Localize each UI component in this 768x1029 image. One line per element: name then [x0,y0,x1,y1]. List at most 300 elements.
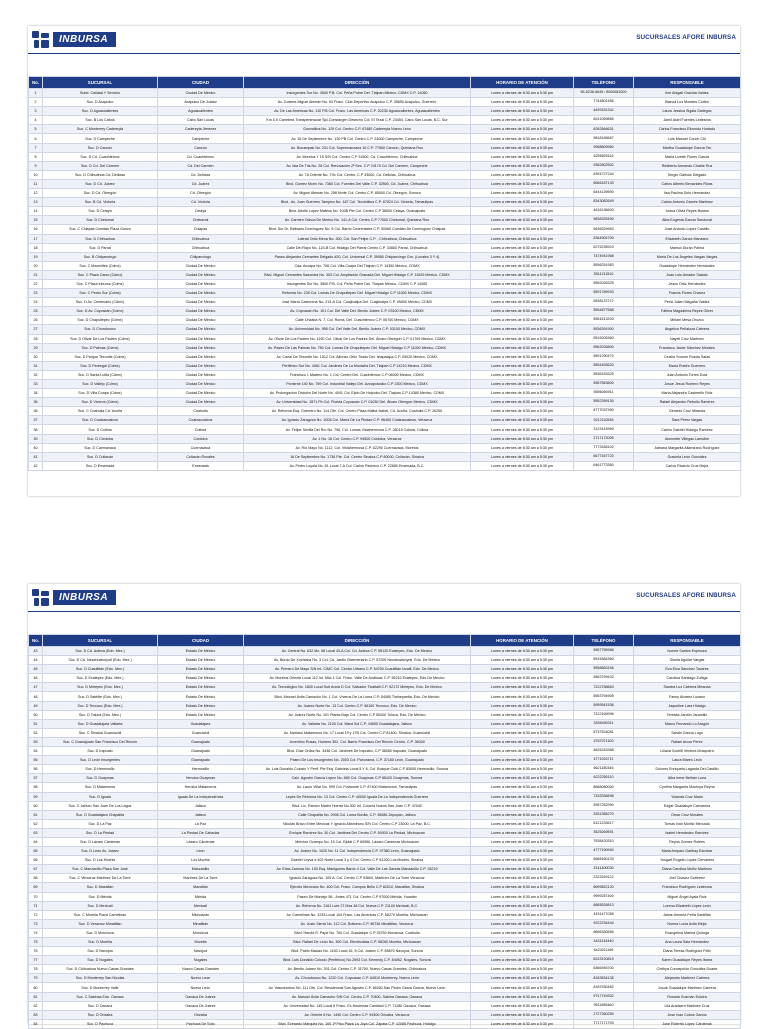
cell-address: José María Castorena No. 213-A Col. Cuajimalpa Del. Cuajimalpa C.P. 05000 Mexico, CDMX [244,298,471,307]
cell-manager: Omar Cruz Morales [634,810,741,819]
cell-no: 72 [29,910,43,919]
cell-address: Blvd. Díaz Ordaz No. 3436 Col. Jardines De Irapuato, C.P 36660 Irapuato, Guanajuato [244,747,471,756]
cell-no: 47 [29,683,43,692]
cell-phone: 6313120819 [574,956,634,965]
cell-city: Guanajuato [158,747,244,756]
cell-city: Ensenada [158,461,244,470]
table-row [29,692,741,701]
cell-branch: Suc. D Los Mochis [43,856,158,865]
table-row [29,701,741,710]
cell-hours: Lunes a viernes de 8:30 am a 5:30 pm [471,1001,574,1010]
cell-no: 4 [29,116,43,125]
cell-manager: Joel Chavez Gutierrez [634,874,741,883]
cell-address: Av. Pedro Loyola No. 61 Local 7-A Col. Carlos Pacheco C.P. 22880 Ensenada, B.C. [244,461,471,470]
cell-address: Nicolás Bravo Entre Mexicas Y Ignacio Altamirano S/N Col. Centro C.P 23000, La Paz, B.C. [244,819,471,828]
table-row [29,674,741,683]
cell-no: 34 [29,389,43,398]
cell-address: Francisco I. Madero No. 1 Col. Centro Del. Cuauhtémoc C.P 06000 Mexico, CDMX [244,370,471,379]
table-row [29,243,741,252]
cell-manager: Eva Elva Sánchez Tavares [634,665,741,674]
table-row [29,189,741,198]
cell-manager: Teresita Jardón Jaramillo [634,710,741,719]
cell-phone: 6566187133 [574,179,634,188]
col-header-hours: HORARIO DE ATENCIÓN [471,77,574,89]
cell-phone: 6255825116 [574,152,634,161]
cell-no: 37 [29,416,43,425]
cell-branch: Suc. D Oaxaca [43,1001,158,1010]
cell-city: Cuernavaca [158,443,244,452]
cell-phone: 3331365270 [574,810,634,819]
cell-address: Insurgentes Sur No. 3500 P.B. Col. Peña Pobre Del. Tlalpan México, CDMX C.P. 14060 [244,89,471,98]
cell-manager: Juan Luis Amador Salado [634,270,741,279]
cell-phone: 6275235923 [574,243,634,252]
cell-manager: Jesus Ortiz Hernández [634,279,741,288]
cell-hours: Lunes a viernes de 8:30 am a 5:30 pm [471,756,574,765]
cell-branch: Suc. D Colima [43,425,158,434]
cell-city: Lázaro Cárdenas [158,837,244,846]
cell-no: 51 [29,719,43,728]
cell-hours: Lunes a viernes de 8:30 am a 5:30 pm [471,710,574,719]
cell-manager: Ana Laura Sala Hernández [634,938,741,947]
cell-manager: Tomas Iván Murillo Mercado [634,819,741,828]
cell-city: Guanajuato [158,756,244,765]
cell-manager: Francisco Rodríguez Ledesma [634,883,741,892]
cell-no: 30 [29,352,43,361]
cell-no: 78 [29,965,43,974]
cell-address: Av. Juárez No. 1020 No. 11 Col. Independencia C.P. 37380 León, Guanajuato [244,847,471,856]
cell-phone: 6865526813 [574,901,634,910]
cell-city: Córdoba [158,434,244,443]
cell-phone: 6121233617 [574,819,634,828]
cell-city: Ciudad De México [158,289,244,298]
cell-address: Av. Vasconcelos No. 111 Ote. Col. Residencial San Agustín C.P. 66260 San Pedro Garza García, Nuevo León [244,983,471,992]
cell-branch: Suc. D León Av. Juárez [43,847,158,856]
cell-phone: 4499151342 [574,107,634,116]
cell-branch: Suc. D Parral [43,243,158,252]
cell-hours: Lunes a viernes de 8:30 am a 5:30 pm [471,901,574,910]
cell-hours: Lunes a viernes de 8:30 am a 5:30 pm [471,252,574,261]
cell-branch: Suc. C Monterrey Cadereyta [43,125,158,134]
cell-phone: 7744801456 [574,98,634,107]
cell-address: Av. Canal De Tezontle No. 1512 Col. Alfonso Ortiz Tirado Del. Iztapalapa C.P. 09020 Mexico, CDMX [244,352,471,361]
cell-branch: Suc. D Toluca (Edo. Mex.) [43,710,158,719]
cell-manager: Gisela Aguilar Vargas [634,656,741,665]
cell-hours: Lunes a viernes de 8:30 am a 5:30 pm [471,370,574,379]
cell-manager: Lorena Elizabeth López León [634,901,741,910]
cell-phone: 9222234444 [574,919,634,928]
cell-no: 43 [29,647,43,656]
table-row [29,910,741,919]
cell-branch: Suc. D La Paz [43,819,158,828]
cell-city: Cd. Victoria [158,198,244,207]
cell-address: Blvd. Sur Dr. Belisario Domínguez No. 8 Col. Barrio Cedrentales C.P. 30060 Comitán De Domínguez Chiapas [244,225,471,234]
cell-branch: Suc. D Hermosillo [43,765,158,774]
table-header-row [29,635,741,647]
cell-branch: Suc. D Irapuato [43,747,158,756]
cell-phone: 7333336698 [574,792,634,801]
cell-no: 19 [29,252,43,261]
cell-branch: Suc. D Cd. Juárez [43,179,158,188]
table-row [29,279,741,288]
cell-no: 52 [29,728,43,737]
cell-phone: 9212110536 [574,416,634,425]
cell-phone: 6688160133 [574,856,634,865]
cell-manager: Jaime Armeria Peña Santillán [634,910,741,919]
cell-branch: Suc. C Pedro Sur (Cdmx) [43,289,158,298]
cell-address: Gabriel Leyva # 403 Norte Local 3 y 4 Col. Centro C.P 81200 Los Mochis, Sinaloa [244,856,471,865]
cell-branch: Suc. D Satélite (Edo. Mex.) [43,692,158,701]
cell-city: Ciudad De México [158,398,244,407]
cell-manager: Ivonne Santos Espinoza [634,647,741,656]
cell-manager: Cynthia Margarita Montoya Reyna [634,783,741,792]
cell-hours: Lunes a viernes de 8:30 am a 5:30 pm [471,134,574,143]
cell-address: Av. Reforma No. 1161 Lote 27 Mza 48 Col. Nueva C.P. 21100 Mexicali, B.C. [244,901,471,910]
cell-hours: Lunes a viernes de 8:30 am a 5:30 pm [471,352,574,361]
cell-address: Leyes De Reforma No. 13 Col. Centro C.P. 40000 Iguala De La Independencia Guerrero [244,792,471,801]
cell-manager: Evangelina Marina Quiroga [634,928,741,937]
cell-city: Cd. Cuauhtémoc [158,152,244,161]
cell-hours: Lunes a viernes de 8:30 am a 5:30 pm [471,443,574,452]
cell-no: 1 [29,89,43,98]
cell-hours: Lunes a viernes de 8:30 am a 5:30 pm [471,983,574,992]
cell-city: Michoacán [158,910,244,919]
cell-manager: Martha Guadalupe García Tec [634,143,741,152]
cell-phone: 6699822120 [574,883,634,892]
cell-manager: Sara Pérez Vargas [634,416,741,425]
cell-no: 76 [29,947,43,956]
cell-hours: Lunes a viernes de 8:30 am a 5:30 pm [471,801,574,810]
col-header-phone: TELÉFONO [574,77,634,89]
cell-manager: Angelica Peñaloza Cabrera [634,325,741,334]
cell-address: Blvd. Harold R. Pape No. 700 Col. Guadalupe C.P 25750 Monclova, Coahuila [244,928,471,937]
table-row [29,343,741,352]
cell-branch: Suc. D Mazatlán [43,883,158,892]
cell-manager: Rafael Arcos Pérez [634,737,741,746]
cell-manager: Carlos Antonio Garcés Martínez [634,198,741,207]
cell-branch: Suc. D Veracruz Minatitlán [43,919,158,928]
cell-address: Av. Morelos Y 15 S/N Col. Centro C.P 31500, Cd. Cuauhtémoc, Chihuahua [244,152,471,161]
cell-city: Morelia [158,938,244,947]
cell-manager: Yosgart Rogelio López Cervantes [634,856,741,865]
cell-city: Ciudad De México [158,334,244,343]
cell-address: Av. Primero De Mayo S/N Int. CIMC Col. Centro Urbano C.P. 54700 Cuautitlán Izcalli, Edo. De Mexico [244,665,471,674]
cell-branch: Suc. D Guadalajara Vallarta [43,719,158,728]
cell-phone: 8343082649 [574,198,634,207]
cell-address: Blvd. Adolfo López Mateos No. 100B Pte Col. Centro C.P 38000 Celaya, Guanajuato [244,207,471,216]
cell-address: Gonzalitos No. 129 Col. Centro C.P. 67480 Cadereyta Nuevo León [244,125,471,134]
cell-city: Colima [158,425,244,434]
cell-branch: Suc. D Aguascalientes [43,107,158,116]
cell-phone: 6737524081 [574,728,634,737]
cell-branch: Suc. B Cd. Victoria [43,198,158,207]
cell-city: Ciudad De México [158,370,244,379]
table-row [29,425,741,434]
cell-hours: Lunes a viernes de 8:30 am a 5:30 pm [471,919,574,928]
cell-branch: Suc. C Plaza Carso (Cdmx) [43,270,158,279]
cell-city: Coahuila [158,407,244,416]
cell-branch: Suc. D Ensenada [43,461,158,470]
cell-city: Ciudad De México [158,325,244,334]
cell-no: 75 [29,938,43,947]
cell-branch: Suc. D Texcoco (Edo. Mex.) [43,701,158,710]
table-row [29,134,741,143]
cell-city: Martínez De La Torre [158,874,244,883]
cell-address: Av. Prolongación División Del Norte No. 4041 Col. Ejido De Huipulco Del. Tlalpan C.P 14380 Mexico, CDMX [244,389,471,398]
table-row [29,901,741,910]
cell-city: Chiapas [158,225,244,234]
cell-manager: Carlos Gabriel Hidalgo Ramírez [634,425,741,434]
table-row [29,710,741,719]
cell-city: Ciudad De México [158,298,244,307]
cell-no: 5 [29,125,43,134]
cell-manager: Itxe Abigail Gracida Valdes [634,89,741,98]
cell-branch: Suc. D Lázaro Cárdenas [43,837,158,846]
cell-address: Av. De Las Americas No. 110 P.B Col. Fracc. Las Americas C.P. 20230 Aguascalientes, Aguascalientes [244,107,471,116]
cell-hours: Lunes a viernes de 8:30 am a 5:30 pm [471,361,574,370]
cell-no: 15 [29,216,43,225]
cell-city: Culiacán Rosales [158,452,244,461]
cell-hours: Lunes a viernes de 8:30 am a 5:30 pm [471,270,574,279]
col-header-city: CIUDAD [158,77,244,89]
cell-city: Oaxaca De Juárez [158,1001,244,1010]
cell-manager: Cinthya Concepción González Duarte [634,965,741,974]
cell-manager: Sarahi García Lugo [634,728,741,737]
cell-address: Av. Elías Zamora No. 153 Esq. Manigueos Barrio II Col. Valle De Las Garzas Manzanillo C.P. 28219 [244,865,471,874]
cell-city: Estado De México [158,692,244,701]
table-row [29,801,741,810]
cell-address: Blvd. Gomez Morín No. 7380 Col. Fuentes Del Valle C.P. 32500, Cd. Juárez, Chihuahua [244,179,471,188]
cell-manager: Gerardo Cruz Miranda [634,407,741,416]
cell-hours: Lunes a viernes de 8:30 am a 5:30 pm [471,847,574,856]
cell-address: 16 De Septiembre No. 1736 Pte. Col. Centro Sinaloa C.P 80000, Culiacán, Sinaloa [244,452,471,461]
cell-city: Cadereyta Jimenez [158,125,244,134]
cell-manager: Lila Aradsent Martínez Cruz [634,1001,741,1010]
cell-address: Calle Del Rayo No. 124-B Col. Hidalgo Del Parral Centro C.P. 33800 Parral, Chihuahua [244,243,471,252]
cell-city: Coatzacoalcos [158,416,244,425]
cell-city: Manzanillo [158,865,244,874]
table-row [29,416,741,425]
cell-address: Av. Coyoacan No. 101 Col. Del Valle Del. Benito Juárez C.P. 03100 Mexico, CDMX [244,307,471,316]
cell-address: Av. Universidad No. 1571 Pb Col. Florida Coyoacan C.P. 01030 Del. Álvaro Obregon Mexico, CDMX [244,398,471,407]
table-row [29,225,741,234]
cell-no: 79 [29,974,43,983]
cell-phone: 3957252990 [574,801,634,810]
cell-city: Ciudad De México [158,352,244,361]
cell-hours: Lunes a viernes de 8:30 am a 5:30 pm [471,334,574,343]
col-header-branch: SUCURSAL [43,77,158,89]
cell-no: 14 [29,207,43,216]
cell-city: Chilpancingo [158,252,244,261]
cell-address: Blvd. Lic. Ramón Martín Huerta No.300 Int. Colonia Nueva San Juan C.P. 47040 [244,801,471,810]
cell-phone: 2717172005 [574,434,634,443]
cell-phone: 6366945700 [574,965,634,974]
cell-phone: 6364904700 [574,234,634,243]
table-row [29,170,741,179]
cell-phone: 4771024711 [574,756,634,765]
cell-hours: Lunes a viernes de 8:30 am a 5:30 pm [471,380,574,389]
cell-city: Oaxaca De Juárez [158,992,244,1001]
cell-hours: Lunes a viernes de 8:30 am a 5:30 pm [471,856,574,865]
cell-manager: Laura Jessica Sigala Gallegos [634,107,741,116]
cell-hours: Lunes a viernes de 8:30 am a 5:30 pm [471,647,574,656]
cell-branch: Suc. D Matamoros [43,783,158,792]
cell-hours: Lunes a viernes de 8:30 am a 5:30 pm [471,810,574,819]
cell-manager: Nayeli Cruz Martínez [634,334,741,343]
table-row [29,461,741,470]
cell-branch: Suc. D Palmas (Cdmx) [43,343,158,352]
table-row [29,98,741,107]
table-row [29,452,741,461]
table-row [29,792,741,801]
document-title: SUCURSALES AFORE INBURSA [636,34,736,41]
cell-city: Cd. Delicias [158,170,244,179]
cell-phone: 4626243388 [574,747,634,756]
cell-phone: 6394727244 [574,170,634,179]
col-header-phone: TELÉFONO [574,635,634,647]
table-row [29,928,741,937]
cell-no: 22 [29,279,43,288]
cell-city: Guamúchil [158,728,244,737]
table-row [29,398,741,407]
cell-phone: 5591290470 [574,352,634,361]
cell-phone: 7222169996 [574,710,634,719]
table-row [29,728,741,737]
cell-branch: Suc. D Cd. Del Carmen [43,161,158,170]
cell-branch: Suc. C Sinaloa Guamúchil [43,728,158,737]
cell-city: Estado De México [158,665,244,674]
table-row [29,938,741,947]
cell-branch: Suc. D Av. Centenario (Cdmx) [43,298,158,307]
cell-no: 44 [29,656,43,665]
table-row [29,125,741,134]
cell-phone: 8777037390 [574,407,634,416]
cell-no: 38 [29,425,43,434]
cell-no: 55 [29,756,43,765]
cell-hours: Lunes a viernes de 8:30 am a 5:30 pm [471,425,574,434]
cell-hours: Lunes a viernes de 8:30 am a 5:30 pm [471,170,574,179]
cell-no: 73 [29,919,43,928]
cell-city: Nuevo León [158,974,244,983]
cell-hours: Lunes a viernes de 8:30 am a 5:30 pm [471,910,574,919]
cell-address: Ignacio Zaragoza No. 109 A. Col. Centro C.P 93600, Martínez De La Torre Veracruz [244,874,471,883]
cell-city: Nuevo Casas Grandes [158,965,244,974]
cell-phone: 5554877588 [574,307,634,316]
cell-branch: Suc. D Chapultepec (Cdmx) [43,316,158,325]
cell-branch: Suc. D Mexicali [43,901,158,910]
table-row [29,837,741,846]
table-row [29,874,741,883]
cell-phone: 8688080000 [574,783,634,792]
cell-hours: Lunes a viernes de 8:30 am a 5:30 pm [471,656,574,665]
cell-address: Calle Orizaba N. 7, Col. Roma, Del. Cuauhtémoc C.P. 06700 Mexico, CDMX [244,316,471,325]
cell-branch: Suc. C Manzanillo Plaza San José [43,865,158,874]
table-row [29,334,741,343]
cell-hours: Lunes a viernes de 8:30 am a 5:30 pm [471,461,574,470]
cell-manager: Alonnette Villegas Lamothe [634,434,741,443]
cell-city: Estado De México [158,683,244,692]
cell-phone: 6444139590 [574,189,634,198]
cell-branch: Suc. D Córdoba [43,434,158,443]
cell-address: Av. Camelinas No. 3233 Local 104 Fracc. Las Américas C.P. 58270 Morelia, Michoacan [244,910,471,919]
cell-address: Av. Morelos Oriente Local 112 Int. Mixi-1 Col. Fracc. Valle De Anáhuac C.P. 55210 Ecatepec, Edo.De Mexico [244,674,471,683]
cell-address: Av. Ignacio Zaragoza No. 1008 Col. María De La Piedad C.P. 96400 Coatzacoalcos, Veracruz [244,416,471,425]
cell-branch: Suc. D La Piedad [43,828,158,837]
cell-city: Estado De México [158,656,244,665]
cell-no: 42 [29,461,43,470]
cell-manager: Graciela Leon González [634,452,741,461]
cell-phone: 5558663156 [574,665,634,674]
cell-no: 7 [29,143,43,152]
cell-address: Av. Paseo De Las Palmas No. 750 Col. Lomas De Chapultepec Del. Miguel Hidalgo C.P 11000 Mexico, CDMX [244,343,471,352]
cell-phone: 9636329963 [574,225,634,234]
cell-branch: Suc. D Pachuca [43,1019,158,1028]
cell-hours: Lunes a viernes de 8:30 am a 5:30 pm [471,216,574,225]
cell-phone: 6677167720 [574,452,634,461]
col-header-address: DIRECCIÓN [244,77,471,89]
cell-branch: Suc. C Plaza Inbursa (Cdmx) [43,279,158,288]
cell-no: 77 [29,956,43,965]
cell-no: 46 [29,674,43,683]
cell-manager: Juan Antonio Torres Díaz [634,370,741,379]
table-row [29,261,741,270]
cell-no: 25 [29,307,43,316]
cell-address: Blvd. Manuel Ávila Camacho No. 1 Col. Viveros De La Loma C.P. 54080 Tlalnepantla, Edo. De Mexico [244,692,471,701]
cell-branch: Suc. D Campeche [43,134,158,143]
cell-no: 24 [29,298,43,307]
cell-manager: Adriana Margarita Altamirano Rodríguez [634,443,741,452]
cell-manager: Josué Guadalupe Martínez Cabrera [634,983,741,992]
cell-no: 56 [29,765,43,774]
cell-address: Paseo De Montejo 56 - Antes 471 Col. Centro C.P 97000 Mérida, Yucatán [244,892,471,901]
cell-no: 26 [29,316,43,325]
table-row [29,865,741,874]
cell-branch: Suc. C Jalisco San Juan De Los Lagos [43,801,158,810]
cell-branch: Suc. D Iguala [43,792,158,801]
table-row [29,107,741,116]
cell-branch: Suc. D Morelia [43,938,158,947]
table-row [29,89,741,98]
cell-city: Ciudad De México [158,261,244,270]
cell-branch: Suc. D Parque Tezontle (Cdmx) [43,352,158,361]
cell-hours: Lunes a viernes de 8:30 am a 5:30 pm [471,792,574,801]
cell-no: 61 [29,810,43,819]
table-row [29,883,741,892]
cell-manager: Dolores Enriqueta Lagarda Del Castillo [634,765,741,774]
cell-branch: Suc. D Navojoa [43,947,158,956]
cell-phone: 2323249122 [574,874,634,883]
cell-no: 65 [29,847,43,856]
cell-hours: Lunes a viernes de 8:30 am a 5:30 pm [471,179,574,188]
cell-city: Ciudad De México [158,316,244,325]
cell-city: Hermosillo [158,765,244,774]
table-row [29,774,741,783]
cell-manager: Diana Teresa Rodríguez Felix [634,947,741,956]
cell-manager: Alba Eugenia García Sandoval [634,216,741,225]
cell-manager: María Lizette Flores García [634,152,741,161]
cell-manager: Miriam Mesa Orozco [634,316,741,325]
cell-phone: 3141400030 [574,865,634,874]
cell-branch: Suc. D Chihuahua [43,234,158,243]
cell-branch: Suc. D Cuautitlán (Edo. Mex.) [43,665,158,674]
cell-phone: 9999287400 [574,892,634,901]
cell-manager: Diana Carolina Muñiz Martínez [634,865,741,874]
cell-manager: Sergio Galindo Delgado [634,170,741,179]
table-row [29,434,741,443]
table-row [29,389,741,398]
cell-phone: 9838325490 [574,216,634,225]
cell-address: Paseo Alejandro Cervantes Delgado #20, Col. Universal C.P. 39080 Chilpancingo Gro. (Locales 3 Y 4) [244,252,471,261]
cell-no: 54 [29,747,43,756]
